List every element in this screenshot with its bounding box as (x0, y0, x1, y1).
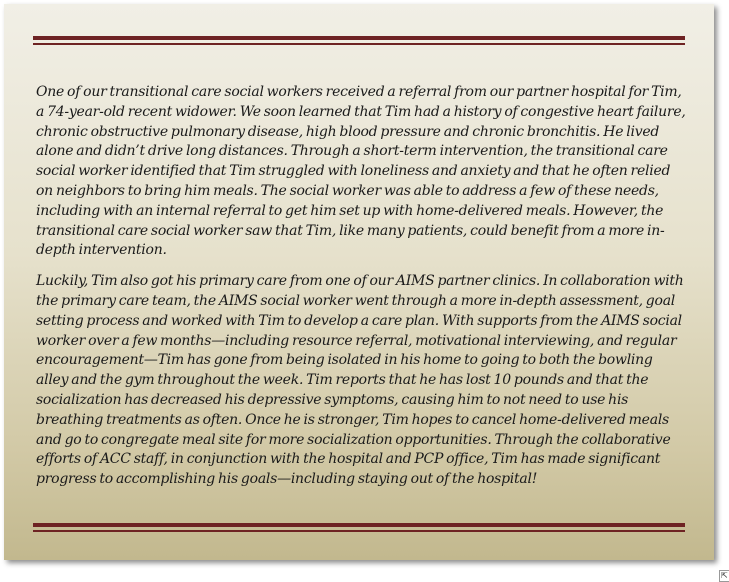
story-panel (4, 4, 714, 560)
story-paragraph-1: One of our transitional care social workers received a referral from our partner hospital for Tim, a 74-year-old recent widower. We soon learned that Tim had a history of congestive heart failure, chronic obstructive pulmonary disease, high blood pressure and chronic bronchitis. He lived alone and didn’t drive long distances. Through a short-term intervention, the transitional care social worker identified that Tim struggled with loneliness and anxiety and that he often relied on neighbors to bring him meals. The social worker was able to address a few of these needs, including with an internal referral to get him set up with home-delivered meals. However, the transitional care social worker saw that Tim, like many patients, could benefit from a more in-depth intervention. (36, 84, 686, 259)
top-divider (33, 36, 685, 40)
bottom-divider (33, 523, 685, 527)
story-text (36, 83, 686, 501)
anchor-icon[interactable]: ⇱ (721, 571, 728, 580)
story-paragraph-2: Luckily, Tim also got his primary care from one of our AIMS partner clinics. In collaboration with the primary care team, the AIMS social worker went through a more in-depth assessment, goal setting process and worked with Tim to develop a care plan. With supports from the AIMS social worker over a few months—including resource referral, motivational interviewing, and regular encouragement—Tim has gone from being isolated in his home to going to both the bowling alley and the gym throughout the week. Tim reports that he has lost 10 pounds and that the socialization has decreased his depressive symptoms, causing him to not need to use his breathing treatments as often. Once he is stronger, Tim hopes to cancel home-delivered meals and go to congregate meal site for more socialization opportunities. Through the collaborative efforts of ACC staff, in conjunction with the hospital and PCP office, Tim has made significant progress to accomplishing his goals—including staying out of the hospital! (36, 273, 684, 488)
